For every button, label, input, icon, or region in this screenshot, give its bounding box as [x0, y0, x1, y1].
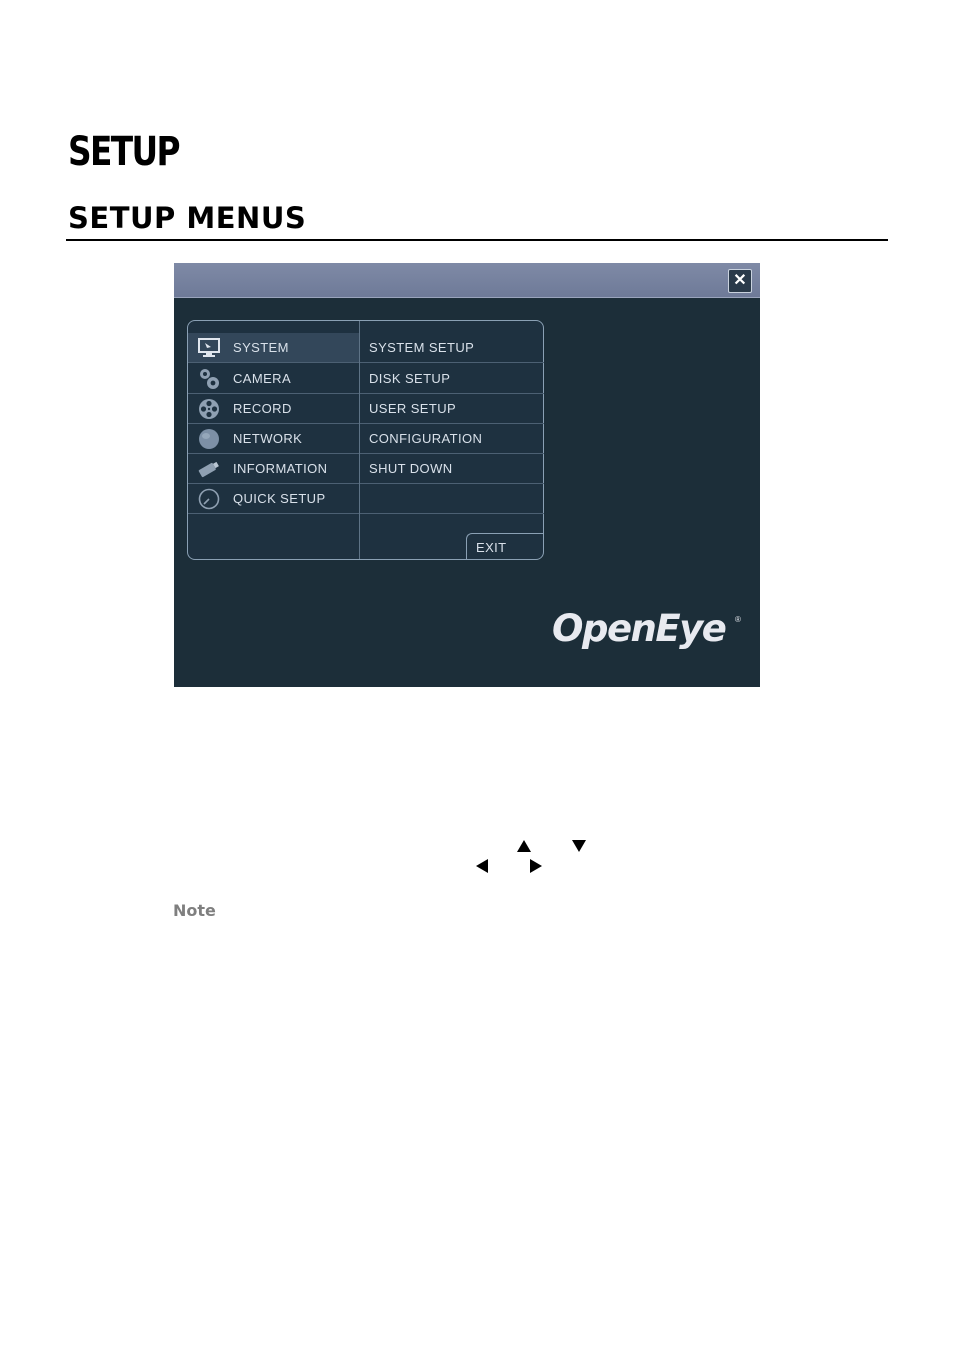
menu-item-information[interactable]	[188, 454, 359, 484]
setup-menu-panel	[187, 320, 544, 560]
submenu-item-label: DISK SETUP	[369, 371, 451, 386]
page-title: SETUP	[68, 129, 179, 175]
arrow-left-icon	[476, 859, 488, 873]
menu-item-label: RECORD	[233, 401, 292, 416]
note-label: Note	[173, 901, 216, 920]
submenu-item-label: CONFIGURATION	[369, 431, 483, 446]
menu-item-label: QUICK SETUP	[233, 491, 326, 506]
monitor-icon	[197, 336, 221, 360]
submenu-item-disk-setup[interactable]	[360, 364, 544, 394]
exit-button[interactable]: EXIT	[466, 533, 544, 560]
submenu-item-configuration[interactable]	[360, 424, 544, 454]
globe-icon	[197, 427, 221, 451]
setup-menu-screenshot	[174, 263, 760, 687]
submenu-item-label: SYSTEM SETUP	[369, 340, 475, 355]
arrow-up-icon	[517, 840, 531, 852]
menu-item-camera[interactable]	[188, 364, 359, 394]
submenu-item-shut-down[interactable]	[360, 454, 544, 484]
submenu-item-label: SHUT DOWN	[369, 461, 453, 476]
arrow-right-icon	[530, 859, 542, 873]
film-reel-icon	[197, 397, 221, 421]
submenu-item-empty	[360, 484, 544, 514]
openeye-logo: OpenEye	[552, 607, 726, 650]
arrow-down-icon	[572, 840, 586, 852]
registered-mark: ®	[735, 615, 741, 624]
menu-item-network[interactable]	[188, 424, 359, 454]
close-icon: ✕	[733, 272, 747, 289]
menu-item-label: INFORMATION	[233, 461, 328, 476]
submenu-item-label: USER SETUP	[369, 401, 457, 416]
menu-item-system[interactable]	[188, 333, 359, 363]
clock-icon	[197, 487, 221, 511]
section-title: SETUP MENUS	[68, 201, 307, 235]
menu-item-label: SYSTEM	[233, 340, 289, 355]
section-rule	[66, 239, 888, 241]
menu-item-quick-setup[interactable]	[188, 484, 359, 514]
submenu-item-system-setup[interactable]	[360, 333, 544, 363]
window-title-bar	[174, 263, 760, 298]
menu-item-label: CAMERA	[233, 371, 292, 386]
close-button[interactable]	[728, 269, 752, 293]
menu-item-record[interactable]	[188, 394, 359, 424]
submenu-item-user-setup[interactable]	[360, 394, 544, 424]
menu-item-label: NETWORK	[233, 431, 303, 446]
gears-icon	[197, 367, 221, 391]
usb-stick-icon	[197, 457, 221, 481]
